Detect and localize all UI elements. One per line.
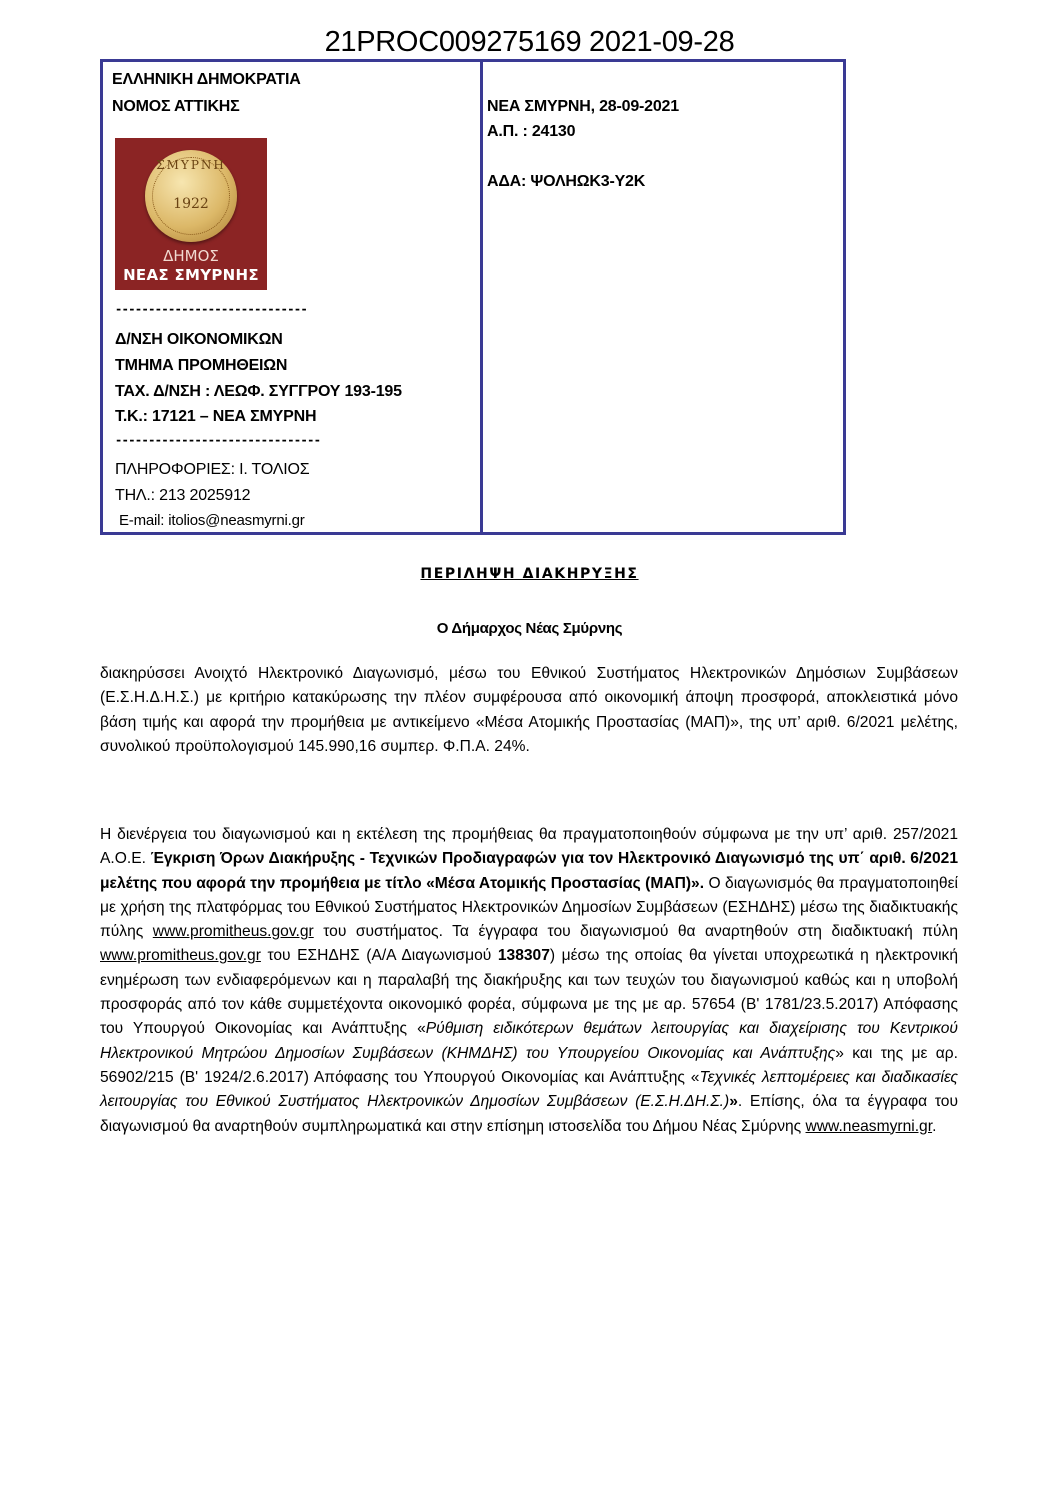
ada-code: ΑΔΑ: ΨΟΛΗΩΚ3-Υ2Κ — [487, 173, 646, 190]
letterhead-left-column — [103, 62, 479, 532]
separator-dashes: ----------------------------- — [115, 302, 308, 316]
coin-letters: ΣΜΥΡΝΗ — [156, 158, 226, 172]
department-label: ΤΜΗΜΑ ΠΡΟΜΗΘΕΙΩΝ — [115, 357, 288, 374]
column-divider — [480, 62, 483, 532]
coin-emblem-icon — [145, 150, 237, 242]
paragraph-procedure: Η διενέργεια του διαγωνισμού και η εκτέλεση της προμήθειας θα πραγματοποιηθούν σύμφωνα με την υπ’ αριθ. 257/2021 Α.Ο.Ε. Έγκριση Όρων Διακήρυξης - Τεχνικών Προδιαγραφών για τον Ηλεκτρονικό Διαγωνισμό της υπ΄ αριθ. 6/2021 μελέτης που αφορά την προμήθεια με τίτλο «Μέσα Ατομικής Προστασίας (ΜΑΠ)». Ο διαγωνισμός θα πραγματοποιηθεί με χρήση της πλατφόρμας του Εθνικού Συστήματος Ηλεκτρονικών Δημοσίων Συμβάσεων (ΕΣΗΔΗΣ) μέσω της διαδικτυακής πύλης www.promitheus.gov.gr του συστήματος. Τα έγγραφα του διαγωνισμού θα αναρτηθούν στη διαδικτυακή πύλη www.promitheus.gov.gr του ΕΣΗΔΗΣ (Α/Α Διαγωνισμού 138307) μέσω της οποίας θα γίνεται υποχρεωτικά η ηλεκτρονική ενημέρωση των ενδιαφερόμενων και η παραλαβή της διακήρυξης και των τευχών του διαγωνισμού καθώς και η υποβολή προσφοράς από τον κάθε συμμετέχοντα οικονομικό φορέα, σύμφωνα με της με αρ. 57654 (Β' 1781/23.5.2017) Απόφασης του Υπουργού Οικονομίας και Ανάπτυξης «Ρύθμιση ειδικότερων θεμάτων λειτουργίας και διαχείρισης του Κεντρικού Ηλεκτρονικού Μητρώου Δημοσίων Συμβάσεων (ΚΗΜΔΗΣ) του Υπουργείου Οικονομίας και Ανάπτυξης» και της με αρ. 56902/215 (Β' 1924/2.6.2017) Απόφασης του Υπουργού Οικονομίας και Ανάπτυξης «Τεχνικές λεπτομέρειες και διαδικασίες λειτουργίας του Εθνικού Συστήματος Ηλεκτρονικών Δημοσίων Συμβάσεων (Ε.Σ.Η.ΔΗ.Σ.)». Επίσης, όλα τα έγγραφα του διαγωνισμού θα αναρτηθούν συμπληρωματικά και στην επίσημη ιστοσελίδα του Δήμου Νέας Σμύρνης www.neasmyrni.gr. — [100, 826, 959, 1135]
postal-address: ΤΑΧ. Δ/ΝΣΗ : ΛΕΩΦ. ΣΥΓΓΡΟΥ 193-195 — [115, 383, 402, 400]
protocol-number: Α.Π. : 24130 — [487, 123, 576, 140]
contact-person: ΠΛΗΡΟΦΟΡΙΕΣ: Ι. ΤΟΛΙΟΣ — [115, 461, 310, 478]
promitheus-link[interactable]: www.promitheus.gov.gr — [152, 923, 314, 941]
municipality-logo — [115, 138, 267, 290]
document-id-stamp: 21PROC009275169 2021-09-28 — [324, 26, 735, 58]
phone-number: ΤΗΛ.: 213 2025912 — [115, 487, 251, 504]
logo-text-municipality: ΝΕΑΣ ΣΜΥΡΝΗΣ — [123, 266, 259, 284]
neasmyrni-link[interactable]: www.neasmyrni.gr — [805, 1117, 933, 1135]
logo-text-dimos: ΔΗΜΟΣ — [163, 247, 219, 265]
directorate-label: Δ/ΝΣΗ ΟΙΚΟΝΟΜΙΚΩΝ — [115, 331, 283, 348]
coin-year: 1922 — [173, 196, 209, 212]
letterhead-right-column — [487, 62, 837, 532]
postal-code: Τ.Κ.: 17121 – ΝΕΑ ΣΜΥΡΝΗ — [115, 408, 317, 425]
separator-dashes: ------------------------------- — [115, 433, 321, 447]
tender-number: 138307 — [497, 947, 550, 965]
letterhead-box — [100, 59, 846, 535]
prefecture-label: ΝΟΜΟΣ ΑΤΤΙΚΗΣ — [112, 98, 240, 115]
place-date: ΝΕΑ ΣΜΥΡΝΗ, 28-09-2021 — [487, 98, 679, 115]
document-title: ΠΕΡΙΛΗΨΗ ΔΙΑΚΗΡΥΞΗΣ — [420, 566, 639, 582]
document-subtitle: Ο Δήμαρχος Νέας Σμύρνης — [436, 620, 623, 637]
email-address: E-mail: itolios@neasmyrni.gr — [119, 512, 305, 529]
country-label: ΕΛΛΗΝΙΚΗ ΔΗΜΟΚΡΑΤΙΑ — [112, 71, 301, 88]
promitheus-link[interactable]: www.promitheus.gov.gr — [100, 947, 261, 965]
paragraph-announcement: διακηρύσσει Ανοιχτό Ηλεκτρονικό Διαγωνισμό, μέσω του Εθνικού Συστήματος Ηλεκτρονικών Δημόσιων Συμβάσεων (Ε.Σ.Η.Δ.Η.Σ.) με κριτήριο κατακύρωσης την πλέον συμφέρουσα από οικονομική άποψη προσφορά, αποκλειστικά μόνο βάση τιμής και αφορά την προμήθεια με αντικείμενο «Μέσα Ατομικής Προστασίας (ΜΑΠ)», της υπ’ αριθ. 6/2021 μελέτης, συνολικού προϋπολογισμού 145.990,16 συμπερ. Φ.Π.Α. 24%. — [100, 665, 958, 755]
